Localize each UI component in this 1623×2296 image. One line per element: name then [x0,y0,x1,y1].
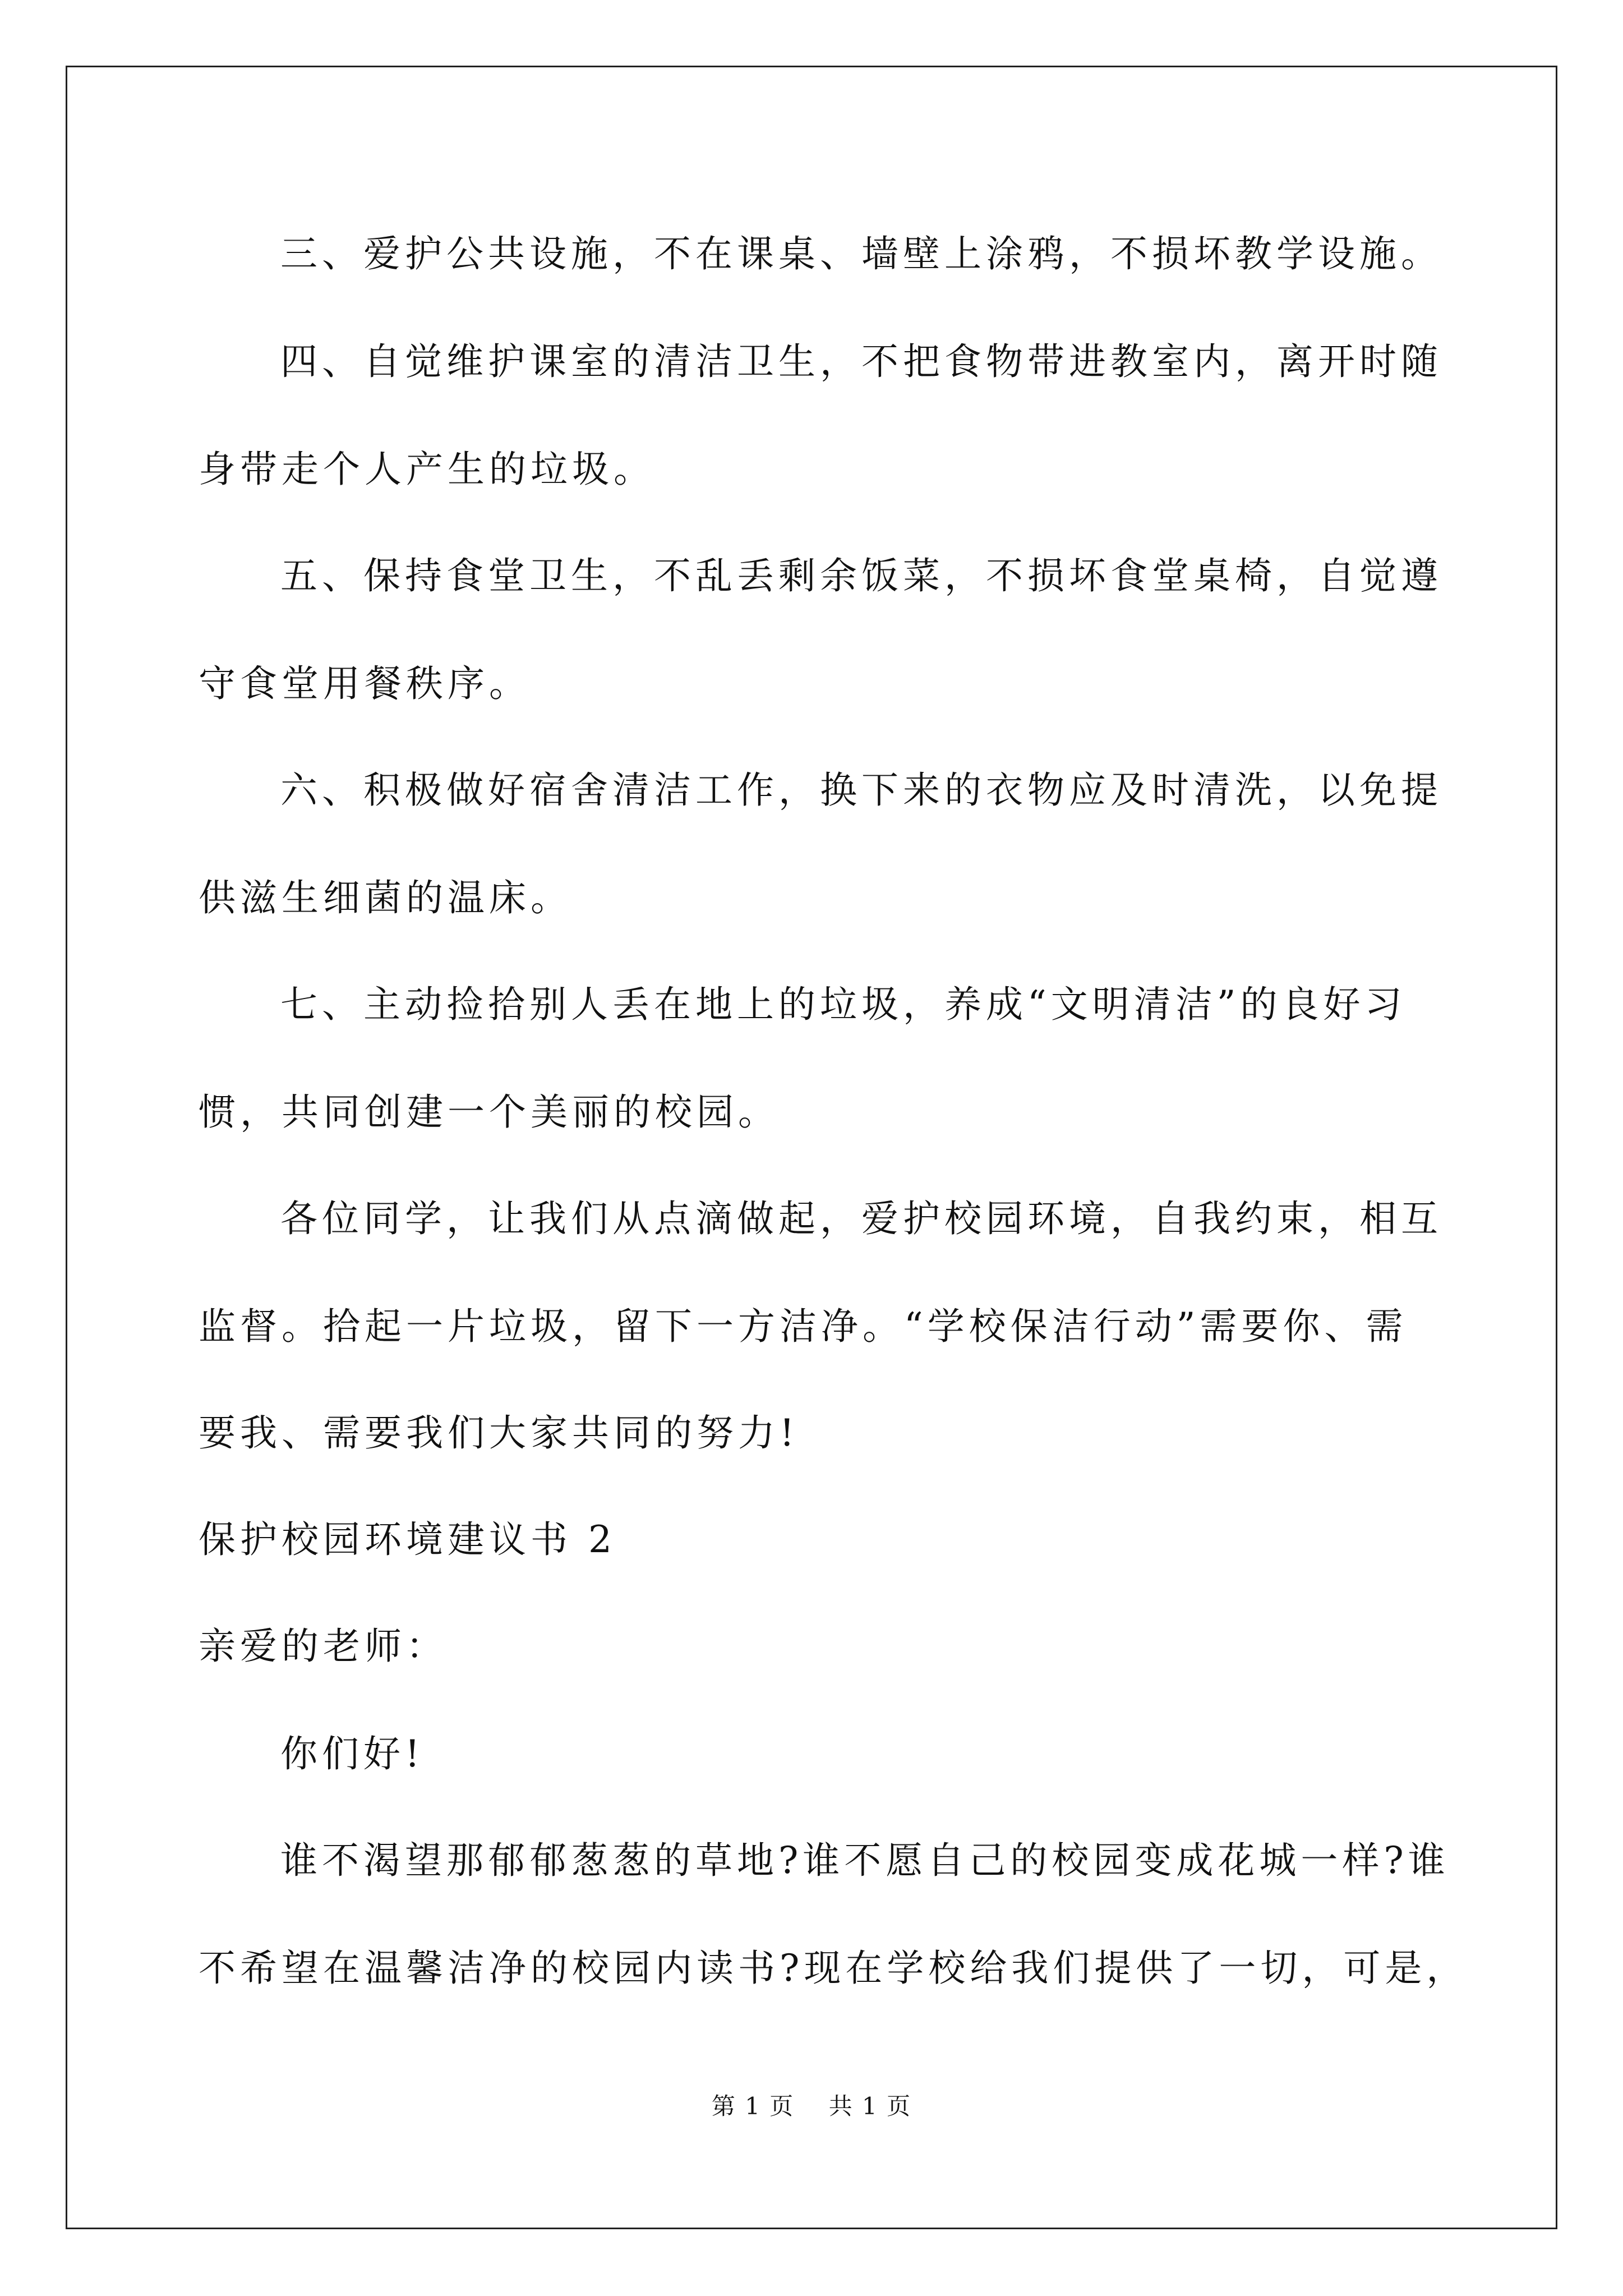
page-border [66,66,1557,2229]
paragraph-line: 不希望在温馨洁净的校园内读书?现在学校给我们提供了一切，可是， [199,1947,1468,1990]
paragraph-line: 供滋生细菌的温床。 [199,876,572,919]
paragraph-line: 三、爱护公共设施，不在课桌、墙壁上涂鸦，不损坏教学设施。 [280,232,1442,275]
paragraph-line: 谁不渴望那郁郁葱葱的草地?谁不愿自己的校园变成花城一样?谁 [280,1839,1450,1882]
paragraph-line: 监督。拾起一片垃圾，留下一方洁净。“学校保洁行动”需要你、需 [199,1305,1408,1348]
paragraph-line: 四、自觉维护课室的清洁卫生，不把食物带进教室内，离开时随 [280,340,1442,383]
paragraph-line: 身带走个人产生的垃圾。 [199,448,655,491]
paragraph-line: 守食堂用餐秩序。 [199,662,531,705]
paragraph-line: 七、主动捡拾别人丢在地上的垃圾，养成“文明清洁”的良好习 [280,983,1407,1026]
paragraph-line: 五、保持食堂卫生，不乱丢剩余饭菜，不损坏食堂桌椅，自觉遵 [280,554,1442,597]
greeting: 你们好! [280,1732,425,1775]
paragraph-line: 六、积极做好宿舍清洁工作，换下来的衣物应及时清洗，以免提 [280,769,1442,812]
paragraph-line: 要我、需要我们大家共同的努力! [199,1411,799,1455]
salutation: 亲爱的老师： [199,1625,448,1668]
section-heading: 保护校园环境建议书 2 [199,1518,616,1561]
page-number-footer: 第 1 页 共 1 页 [711,2092,912,2120]
paragraph-line: 惯，共同创建一个美丽的校园。 [199,1091,780,1134]
paragraph-line: 各位同学，让我们从点滴做起，爱护校园环境，自我约束，相互 [280,1197,1442,1240]
